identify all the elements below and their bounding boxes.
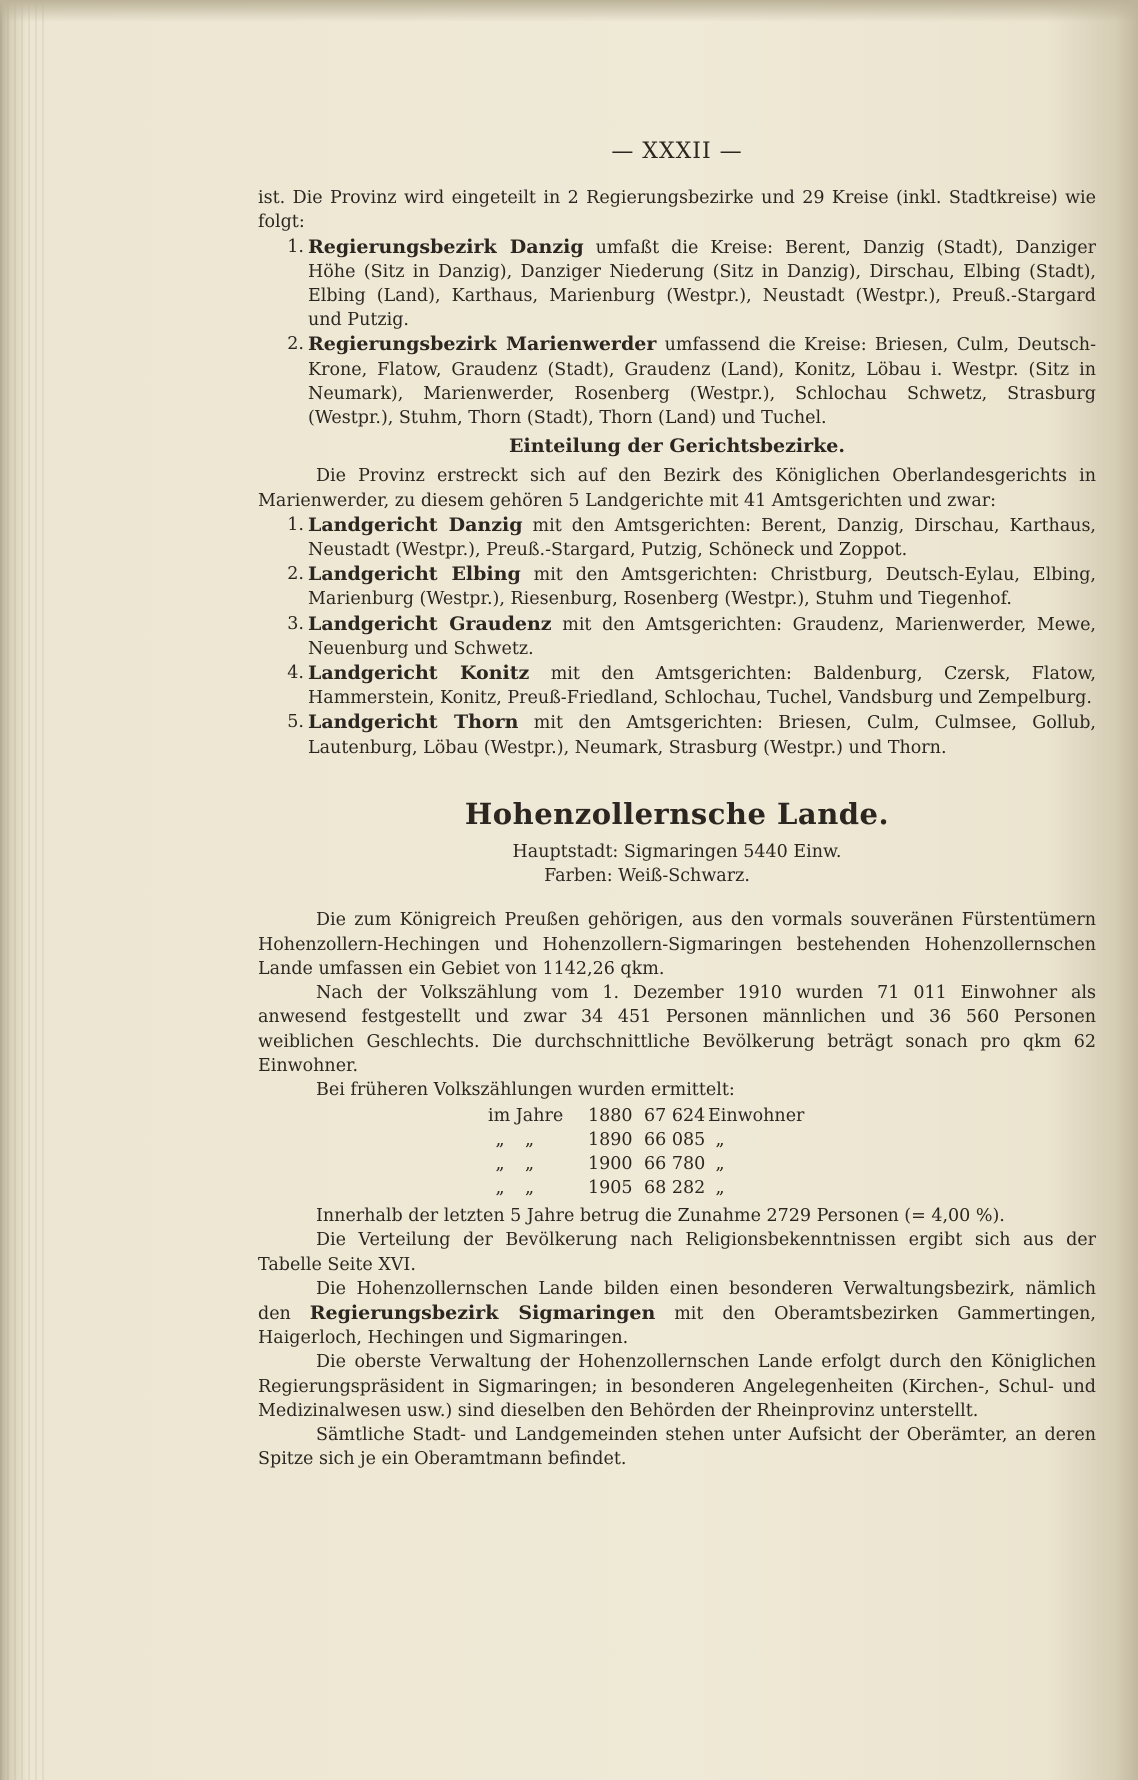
item-text: umfaßt die Kreise: Berent, Danzig (Stadt), Danziger Höhe (Sitz in Danzig), Danziger Niederung (Sitz in Danzig), Dirschau, Elbing (Stadt), Elbing (Land), Karthaus, Marienburg (Westpr.), Neustadt (Westpr.), Preuß.-Stargard und Putzig. <box>308 237 1096 331</box>
paragraph-text: mit den Oberamtsbezirken Gammertingen, Haigerloch, Hechingen und Sigmaringen. <box>258 1303 1096 1349</box>
census-year: 1880 <box>588 1106 633 1127</box>
item-title: Regierungsbezirk Marienwerder <box>308 333 657 356</box>
census-unit: „ <box>715 1130 725 1151</box>
item-text: mit den Amtsgerichten: Briesen, Culm, Culmsee, Gollub, Lautenburg, Löbau (Westpr.), Neumark, Strasburg (Westpr.) und Thorn. <box>308 713 1096 758</box>
gericht-heading: Einteilung der Gerichtsbezirke. <box>509 435 845 458</box>
census-table <box>488 1104 818 1200</box>
paragraph-text: Die Hohenzollernschen Lande bilden einen besonderen Verwaltungsbezirk, nämlich den <box>258 1278 1096 1324</box>
census-year: 1890 <box>588 1130 633 1151</box>
census-value: 66 085 <box>644 1130 706 1151</box>
census-unit: „ <box>715 1154 725 1175</box>
colors-line: Farben: Weiß-Schwarz. <box>544 866 750 887</box>
census-value: 67 624 <box>644 1106 706 1127</box>
paragraph: Nach der Volkszählung vom 1. Dezember 1910 wurden 71 011 Einwohner als anwesend festgestellt und zwar 34 451 Personen männlichen und 36 560 Personen weiblichen Geschlechts. Die durchschnittliche Bevölkerung beträgt sonach pro qkm 62 Einwohner. <box>258 983 1096 1076</box>
paragraph <box>258 1277 1096 1351</box>
census-row <box>488 1104 818 1128</box>
paragraph: Innerhalb der letzten 5 Jahre betrug die Zunahme 2729 Personen (= 4,00 %). <box>316 1206 1005 1227</box>
census-label: Jahre <box>515 1106 564 1127</box>
list-item <box>287 332 1096 430</box>
gericht-intro: Die Provinz erstreckt sich auf den Bezirk des Königlichen Oberlandesgerichts in Marienwerder, zu diesem gehören 5 Landgerichte mit 41 Amtsgerichten und zwar: <box>258 466 1096 511</box>
paragraph: Die oberste Verwaltung der Hohenzollernschen Lande erfolgt durch den Königlichen Regierungspräsident in Sigmaringen; in besonderen Angelegenheiten (Kirchen-, Schul- und Medizinalwesen usw.) sind dieselben den Behörden der Rheinprovinz unterstellt. <box>258 1352 1096 1421</box>
page-top-edge <box>0 0 1138 22</box>
census-label: „ <box>495 1154 505 1175</box>
census-value: 68 282 <box>644 1178 706 1199</box>
census-label: „ <box>495 1178 505 1199</box>
list-item <box>287 661 1096 710</box>
paragraph: Bei früheren Volkszählungen wurden ermittelt: <box>316 1079 735 1100</box>
item-title: Landgericht Thorn <box>308 711 519 734</box>
section-heading: Hohenzollernsche Lande. <box>464 796 890 831</box>
item-number: 4. <box>287 663 304 684</box>
census-year: 1905 <box>588 1178 633 1199</box>
landgericht-list <box>287 513 1096 760</box>
item-number: 2. <box>287 564 304 585</box>
item-text: mit den Amtsgerichten: Berent, Danzig, Dirschau, Karthaus, Neustadt (Westpr.), Preuß.-Stargard, Putzig, Schöneck und Zoppot. <box>308 515 1096 561</box>
census-unit: „ <box>715 1178 725 1199</box>
paragraph: Die zum Königreich Preußen gehörigen, aus den vormals souveränen Fürstentümern Hohenzollern-Hechingen und Hohenzollern-Sigmaringen bestehenden Hohenzollernschen Lande umfassen ein Gebiet von 1142,26 qkm. <box>258 910 1096 979</box>
census-year: 1900 <box>588 1154 633 1175</box>
list-item <box>287 513 1096 562</box>
intro-paragraph: ist. Die Provinz wird eingeteilt in 2 Regierungsbezirke und 29 Kreise (inkl. Stadtkreise) wie folgt: <box>258 188 1096 233</box>
census-row <box>488 1152 818 1176</box>
item-number: 1. <box>287 236 304 257</box>
page-content <box>258 140 1096 1471</box>
item-title: Landgericht Graudenz <box>308 612 552 635</box>
item-text: mit den Amtsgerichten: Christburg, Deutsch-Eylau, Elbing, Marienburg (Westpr.), Riesenburg, Rosenberg (Westpr.), Stuhm und Tiegenhof. <box>308 565 1096 610</box>
list-item <box>287 612 1096 661</box>
census-label: im <box>488 1106 511 1127</box>
capital-line: Hauptstadt: Sigmaringen 5440 Einw. <box>512 842 842 863</box>
list-item <box>287 710 1096 759</box>
item-text: mit den Amtsgerichten: Graudenz, Marienwerder, Mewe, Neuenburg und Schwetz. <box>308 614 1096 659</box>
census-label: „ <box>525 1154 535 1175</box>
page-number: — XXXII — <box>611 139 743 164</box>
list-item <box>287 235 1096 333</box>
census-unit: Einwohner <box>708 1106 805 1127</box>
regierungsbezirk-list <box>287 235 1096 431</box>
census-label: „ <box>525 1178 535 1199</box>
item-number: 3. <box>287 613 304 634</box>
census-label: „ <box>525 1130 535 1151</box>
item-title: Landgericht Elbing <box>308 563 521 586</box>
census-value: 66 780 <box>644 1154 706 1175</box>
item-text: mit den Amtsgerichten: Baldenburg, Czersk, Flatow, Hammerstein, Konitz, Preuß-Friedland, Schlochau, Tuchel, Vandsburg und Zempelburg. <box>308 664 1096 709</box>
item-text: umfassend die Kreise: Briesen, Culm, Deutsch-Krone, Flatow, Graudenz (Stadt), Graudenz (Land), Konitz, Löbau i. Westpr. (Sitz in Neumark), Marienwerder, Rosenberg (Westpr.), Schlochau Schwetz, Strasburg (Westpr.), Stuhm, Thorn (Stadt), Thorn (Land) und Tuchel. <box>308 335 1096 429</box>
item-title: Landgericht Danzig <box>308 513 523 536</box>
census-row <box>488 1128 818 1152</box>
item-number: 2. <box>287 334 304 355</box>
item-number: 5. <box>287 712 304 733</box>
paragraph: Die Verteilung der Bevölkerung nach Religionsbekenntnissen ergibt sich aus der Tabelle Seite XVI. <box>258 1230 1096 1275</box>
item-title: Regierungsbezirk Danzig <box>308 235 584 258</box>
list-item <box>287 562 1096 611</box>
regierungsbezirk-sigmaringen: Regierungsbezirk Sigmaringen <box>309 1301 656 1324</box>
census-row <box>488 1176 818 1200</box>
paragraph: Sämtliche Stadt- und Landgemeinden stehen unter Aufsicht der Oberämter, an deren Spitze sich je ein Oberamtmann befindet. <box>258 1424 1096 1470</box>
item-title: Landgericht Konitz <box>308 662 530 685</box>
item-number: 1. <box>287 514 304 535</box>
census-label: „ <box>495 1130 505 1151</box>
